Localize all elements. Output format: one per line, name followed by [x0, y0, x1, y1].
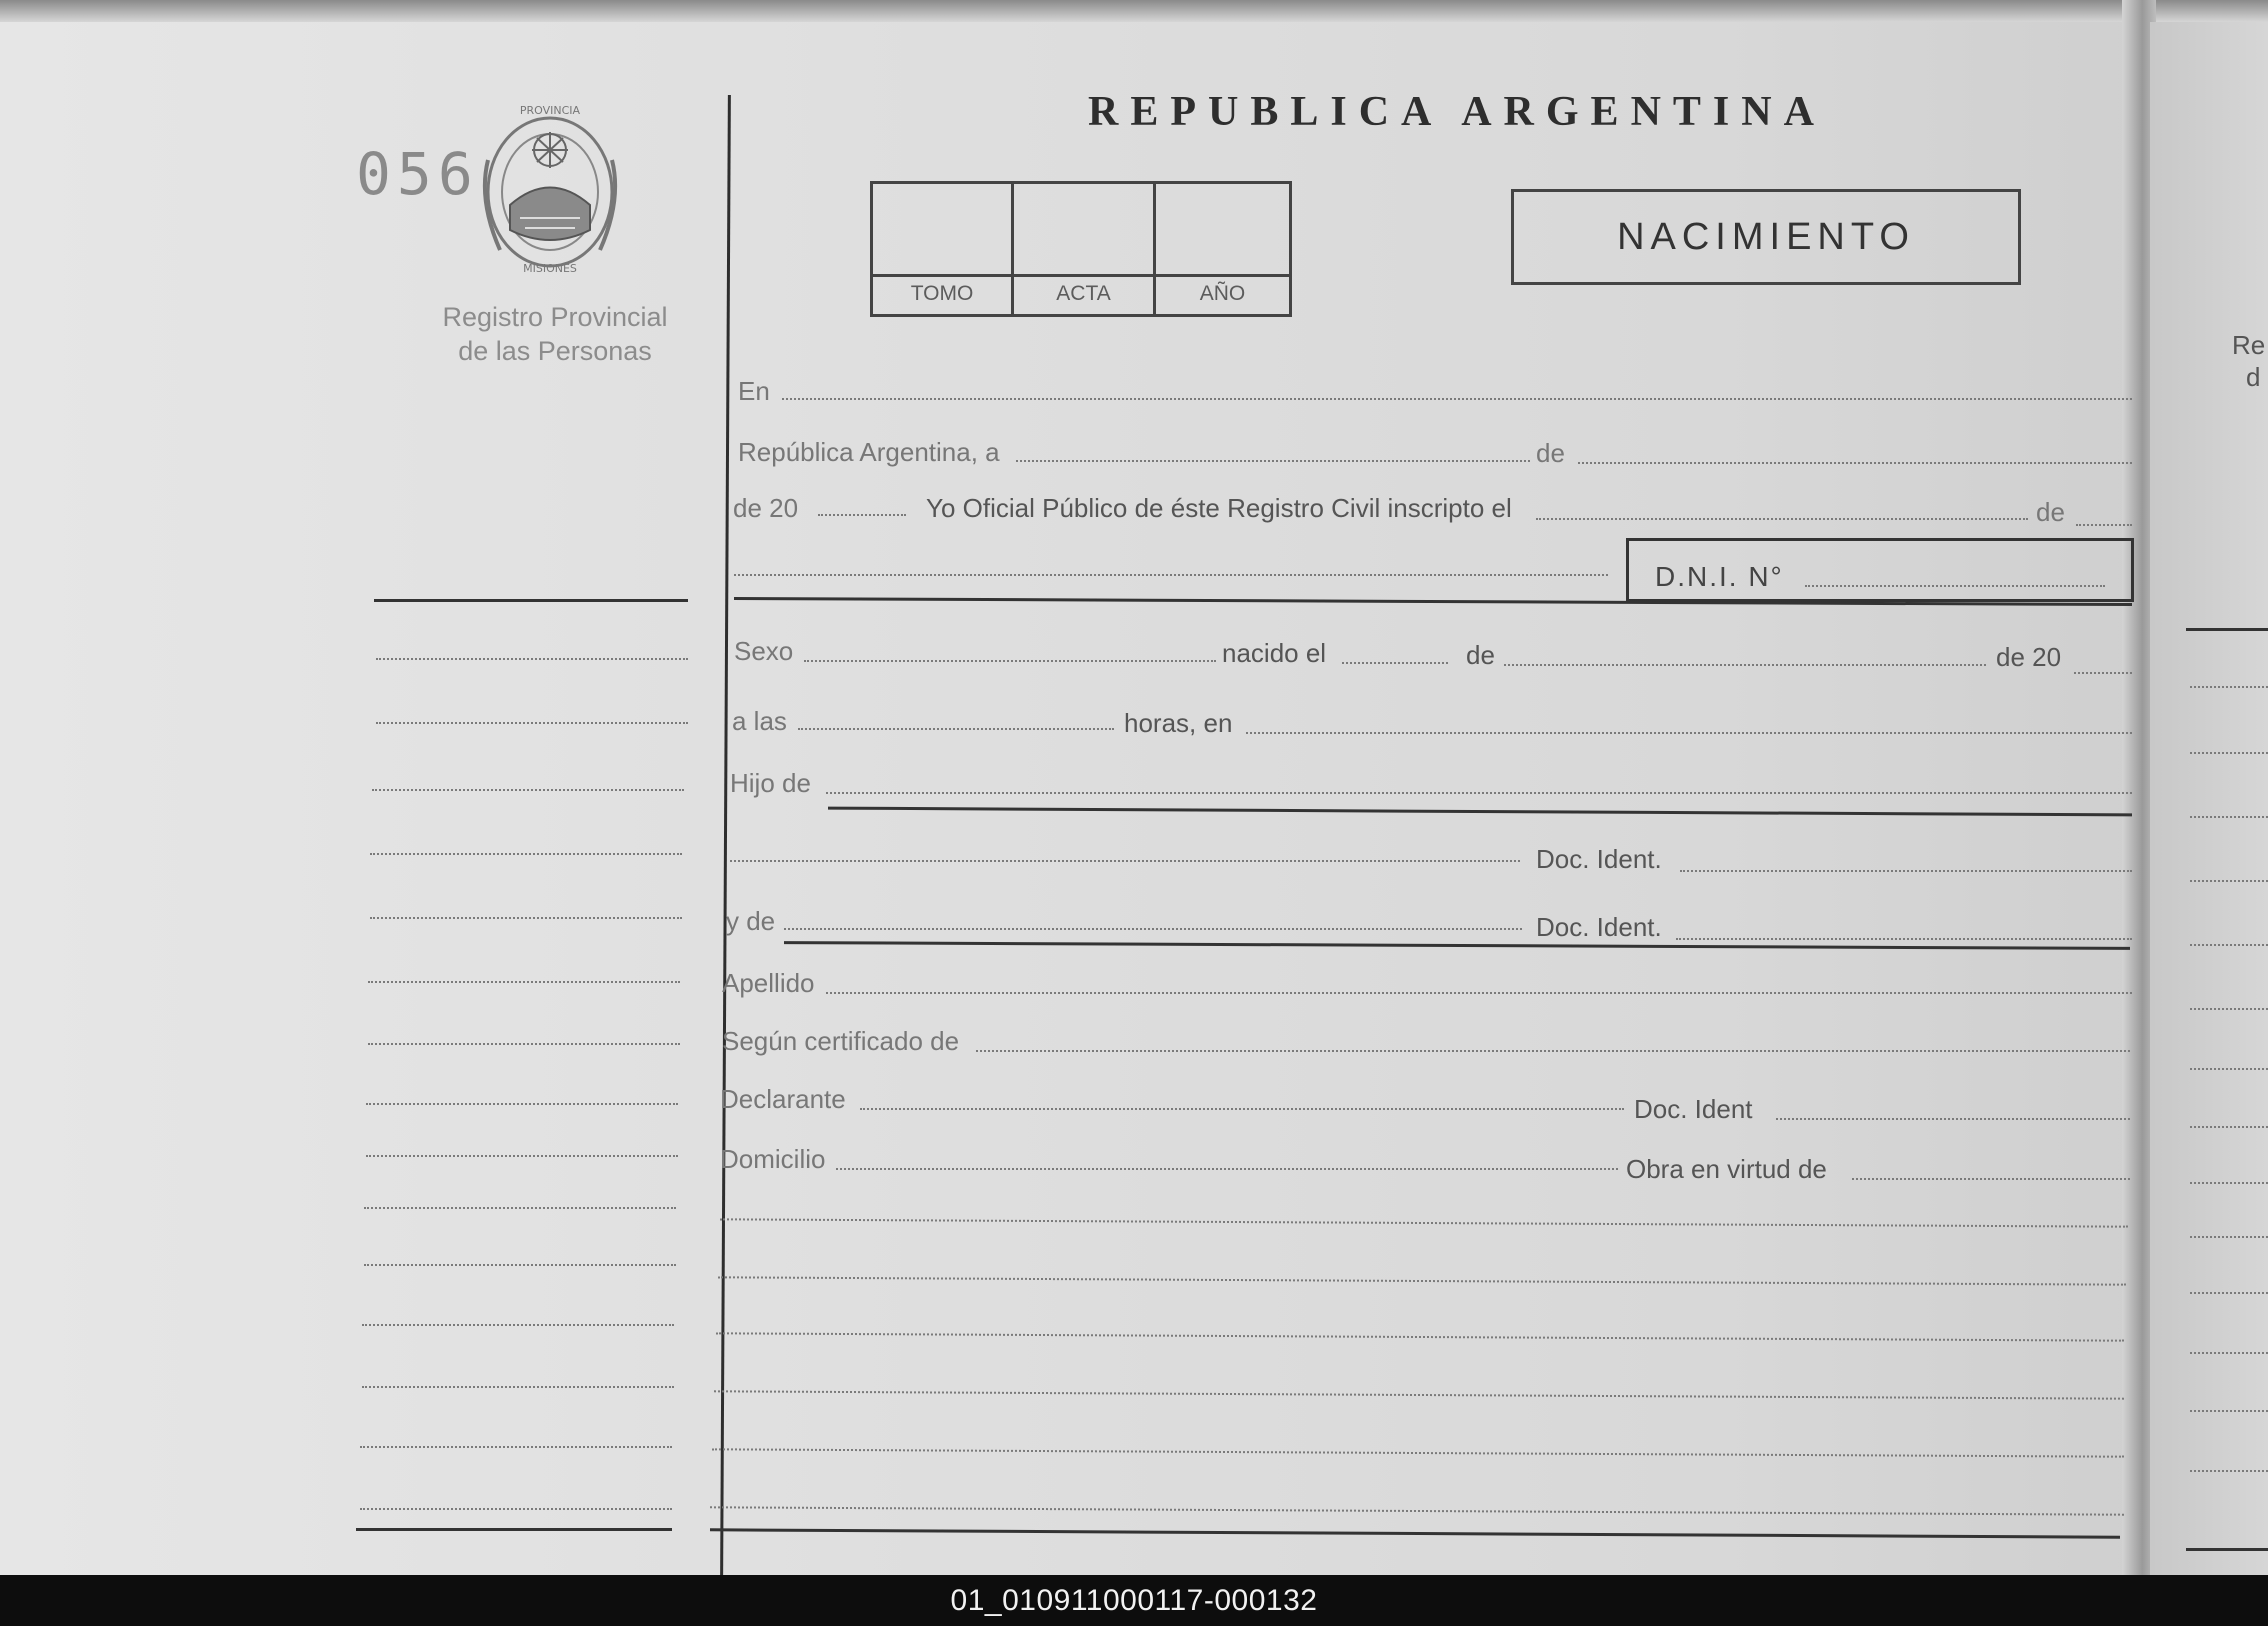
label-de-3: de [1466, 640, 1495, 670]
line-month [1578, 462, 2132, 464]
next-page-line [2190, 686, 2268, 688]
acta-label: ACTA [1056, 282, 1111, 305]
stub-solid-line-bottom [356, 1528, 672, 1531]
line-doc-1 [1680, 870, 2132, 872]
next-page-line [2190, 752, 2268, 754]
seal-bottom-text: MISIONES [523, 262, 577, 275]
line-inscripto [1536, 518, 2028, 520]
label-hijo-de: Hijo de [730, 768, 811, 798]
stub-line [368, 1043, 680, 1045]
next-page-line [2190, 944, 2268, 946]
stub-line [366, 1103, 678, 1105]
label-oficial: Yo Oficial Público de éste Registro Civil inscripto el [926, 493, 1512, 523]
line-year [818, 514, 906, 516]
next-page-line [2190, 1182, 2268, 1184]
line-day [1016, 460, 1530, 462]
line-doc-2 [1676, 938, 2132, 940]
label-horas-en: horas, en [1124, 708, 1233, 738]
label-nacido: nacido el [1222, 638, 1327, 668]
stub-line [370, 917, 682, 919]
label-segun: Según certificado de [722, 1026, 960, 1056]
line-en [782, 398, 2132, 400]
label-a-las: a las [732, 706, 787, 736]
stub-line [372, 789, 684, 791]
dni-label: D.N.I. N° [1655, 561, 1784, 592]
stub-line [360, 1508, 672, 1510]
dni-box [1626, 538, 2134, 602]
line-apellido [826, 992, 2132, 994]
stub-line [376, 722, 688, 724]
line-lugar [1246, 732, 2132, 734]
line-de-2 [2076, 524, 2132, 526]
label-apellido: Apellido [722, 968, 815, 998]
label-sexo: Sexo [734, 636, 794, 666]
next-page-line [2190, 1352, 2268, 1354]
tomo-label: TOMO [910, 282, 974, 305]
tomo-acta-anio-box [870, 181, 1292, 317]
next-page-line [2190, 1068, 2268, 1070]
label-de20: de 20 [733, 493, 799, 523]
label-domicilio: Domicilio [720, 1144, 826, 1174]
label-doc-ident-2: Doc. Ident. [1536, 912, 1662, 942]
record-type-box [1511, 189, 2021, 285]
next-page-line [2190, 1292, 2268, 1294]
page-top-shadow [0, 0, 2268, 22]
label-obra: Obra en virtud de [1626, 1154, 1827, 1184]
next-page-line [2190, 880, 2268, 882]
next-page-line [2190, 1470, 2268, 1472]
registry-line-2: de las Personas [458, 336, 652, 366]
label-de-1: de [1536, 438, 1565, 468]
line-mes-nac [1504, 664, 1986, 666]
registry-name [405, 300, 705, 368]
next-page-stub-1: Re [2232, 330, 2266, 360]
stub-solid-line [374, 599, 688, 602]
next-page-line [2190, 816, 2268, 818]
label-republica: República Argentina, a [738, 437, 1000, 467]
line-name [734, 574, 1608, 576]
label-de20-2: de 20 [1996, 642, 2062, 672]
stub-line [362, 1386, 674, 1388]
stub-line [362, 1324, 674, 1326]
next-page-line [2190, 1410, 2268, 1412]
line-doc-3 [1776, 1118, 2130, 1120]
stub-line [368, 981, 680, 983]
line-hora [798, 728, 1114, 730]
line-obra [1852, 1178, 2130, 1180]
label-en: En [738, 376, 770, 406]
label-de-2: de [2036, 497, 2065, 527]
line-sexo [804, 660, 1216, 662]
line-nacido [1342, 662, 1448, 664]
line-declarante [860, 1108, 1624, 1110]
label-declarante: Declarante [720, 1084, 846, 1114]
line-hijo-de [826, 792, 2132, 794]
line-madre [784, 928, 1522, 930]
line-domicilio [836, 1168, 1618, 1170]
line-anio-nac [2074, 672, 2132, 674]
next-page-edge [2150, 22, 2268, 1575]
stub-line [364, 1207, 676, 1209]
line-padre [730, 860, 1520, 862]
next-page-stub-2: d [2246, 362, 2261, 392]
anio-label: AÑO [1199, 282, 1246, 305]
provincial-seal-icon [470, 100, 630, 275]
label-y-de: y de [726, 906, 776, 936]
label-doc-ident-1: Doc. Ident. [1536, 844, 1662, 874]
stub-line [366, 1155, 678, 1157]
stub-line [360, 1446, 672, 1448]
line-segun [976, 1050, 2130, 1052]
next-page-line [2186, 628, 2268, 631]
registry-line-1: Registro Provincial [442, 302, 668, 332]
stub-line [364, 1264, 676, 1266]
footer-id: 01_010911000117-000132 [950, 1584, 1318, 1617]
next-page-line [2190, 1008, 2268, 1010]
label-doc-ident-3: Doc. Ident [1634, 1094, 1753, 1124]
line-dni [1805, 585, 2105, 587]
next-page-line [2190, 1126, 2268, 1128]
stub-line [376, 658, 688, 660]
box-divider [873, 274, 1289, 277]
next-page-line [2190, 1236, 2268, 1238]
seal-top-text: PROVINCIA [519, 104, 581, 117]
next-page-line [2186, 1548, 2268, 1551]
page-number: 056 [356, 140, 479, 208]
record-type-label: NACIMIENTO [1617, 215, 1915, 258]
stub-line [370, 853, 682, 855]
header-title: REPUBLICA ARGENTINA [1088, 89, 1826, 135]
